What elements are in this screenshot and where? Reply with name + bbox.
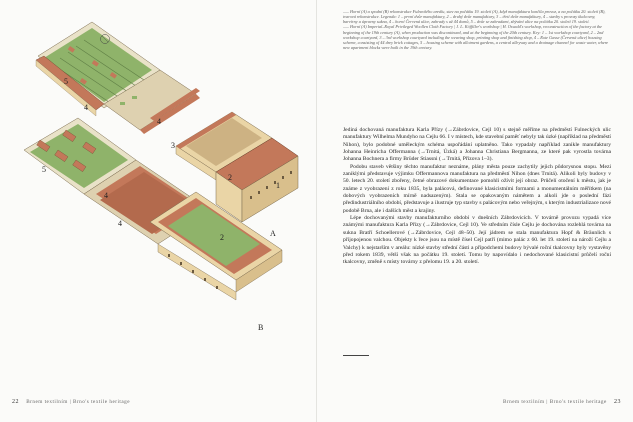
label-a-4b: 4 [157, 117, 161, 126]
page-number-right: 23 [614, 399, 621, 405]
label-a-letter: A [270, 229, 276, 238]
footer-left [12, 399, 130, 405]
page-number-left: 22 [12, 399, 19, 405]
body-paragraph-2: Podobu staveb většiny těchto manufaktur neznáme, plány města pouze zachytily jejich půdorysnou stopu. Mezi zaniklými představuje výjimku Offermannova manufaktura na předměstí Nihon (dnes Trnitá). Alikoli byly budovy v 50. letech 20. století zbořeny, četné obrazové dokumentace pomohli ožívit její obraz. Průčelí otočení k městu, jak je známe z vyobrazení z roku 1835, byla palácová, definované klasicistními formami a monumentálním měřítkem (na dobových vyobrazeních mírně nadsazeným). Stala se opakovaným námětem a alkoli jde o poslední fázi předindustriálního období, představuje a ilustruje typ stavby s palácovým nebo veřejným, s kterým industrializace nové podobě Brna, ale i dalších měst a krajiny. [343, 163, 611, 214]
label-b-4: 4 [104, 191, 108, 200]
label-b-2: 2 [220, 233, 224, 242]
label-a-4: 4 [84, 103, 88, 112]
running-title-left: Brnem textilním | Brno's textile heritage [26, 399, 131, 405]
body-paragraph-1: Jediná dochovaná manufaktura Karla Přízy (→Zábrdovice, Cejl 10) s stejně měříme na předměstí Fulneckých ulic manufaktury Wilhelma Mundyho na Cejlu 66. I v místech, kde stavební paměť nebyly tak úzké (například na předměstí Nihon), bylo podobné uměleckým schéma uspořádání uplatněno. Tako vypadaly například zanikle manufaktury Johanna Heinricha Offermanna (→Trnitá, Úzká) a Johanna Christiana Bergmanna, ze které pak vyrostla továrna Johanna Bochnera a firmy Brüder Stiassni (→Trnitá, Přízova 1–3). [343, 127, 611, 163]
label-a-3: 3 [171, 141, 175, 150]
caption-english: —– Horní (A) Imperial–Royal Privileged Woollen Cloth Factory | J. L. Köffiller's workshop | H. Oswald's workshop, reconstruction of the factory at the beginning of the 19th century (A), when production was discontinued, and at the beginning of the 20th century. Key: 1 – 1st workshop courtyard, 2 – 2nd workshop courtyard, 3 – 3rd workshop courtyard including the weaving shop, printing shop and finishing shop, 4 – Rote Gasse (Červená ulice) housing scheme, consisting of 44 drey brick cottages, 5 – housing scheme with allotment gardens, a central alleyway and a drainage channel for waste water, where new apartment blocks were built in the 19th century. [343, 24, 609, 51]
caption-czech: —– Horní (A) a spodní (B) rekonstrukce Fulneckého areálu, stav na počátku 19. století (A), když manufaktura končila provoz, a na počátku 20. století (B), tvarová rekonstrukce. Legenda: 1 – první dvůr manufaktury, 2 – druhý dvůr manufaktury, 3 – třetí dvůr manufaktury, 4 – stavby s provozy tkalcovny, barvírny a úpravny sukna, 4 – horní Červená ulice, zahrady s až 44 domů, 5 – dvůr se zahradami, zbývání ulice na počátku 20. století 19. století. [343, 9, 606, 25]
factory-reconstruction-illustration [0, 0, 316, 422]
running-title-right: Brnem textilním | Brno's textile heritage [502, 399, 607, 405]
label-b-letter: B [258, 323, 264, 332]
figure-caption [343, 9, 611, 50]
body-text [343, 127, 611, 267]
end-rule [343, 355, 369, 356]
body-paragraph-3: Lépe dochovanými stavby manufakturního období v dnešních Zábrdovicích. V továrně provozu vypadá více známými manufaktura Karla Přízy (→Zábrdovice, Cejl 10). Ve středním čísle Cejlu je dochována rozlehlá továrna na sukna Bratří Schoellerové (→Zábrdovice, Cejl 48–50). Její jádrem se stala manufaktura Hopf & Bräunlich s příjopojenou valchou. Objekty k řece jsou na místě čísel Cejl patří (mimo palác z 60. let 19. století na nároží Cejlu a Valchy) k nejstarším v areálu: nízké stavby střední části a přípodchemi budovy bývalé roční tkalcovny byly vystavěny před rokem 1839, větší však na počátku 19. století. Tomu by napovídalo i nedochované klasicistní průčelí roční tkalcovny, změně s místy továrny z přelomu 19. a 20. století. [343, 215, 611, 266]
label-a-2: 2 [228, 173, 232, 182]
label-b-4b: 4 [118, 219, 122, 228]
book-gutter [316, 0, 317, 422]
label-a-5: 5 [64, 77, 68, 86]
label-b-5: 5 [42, 165, 46, 174]
label-a-1: 1 [276, 181, 280, 190]
footer-right [503, 399, 621, 405]
